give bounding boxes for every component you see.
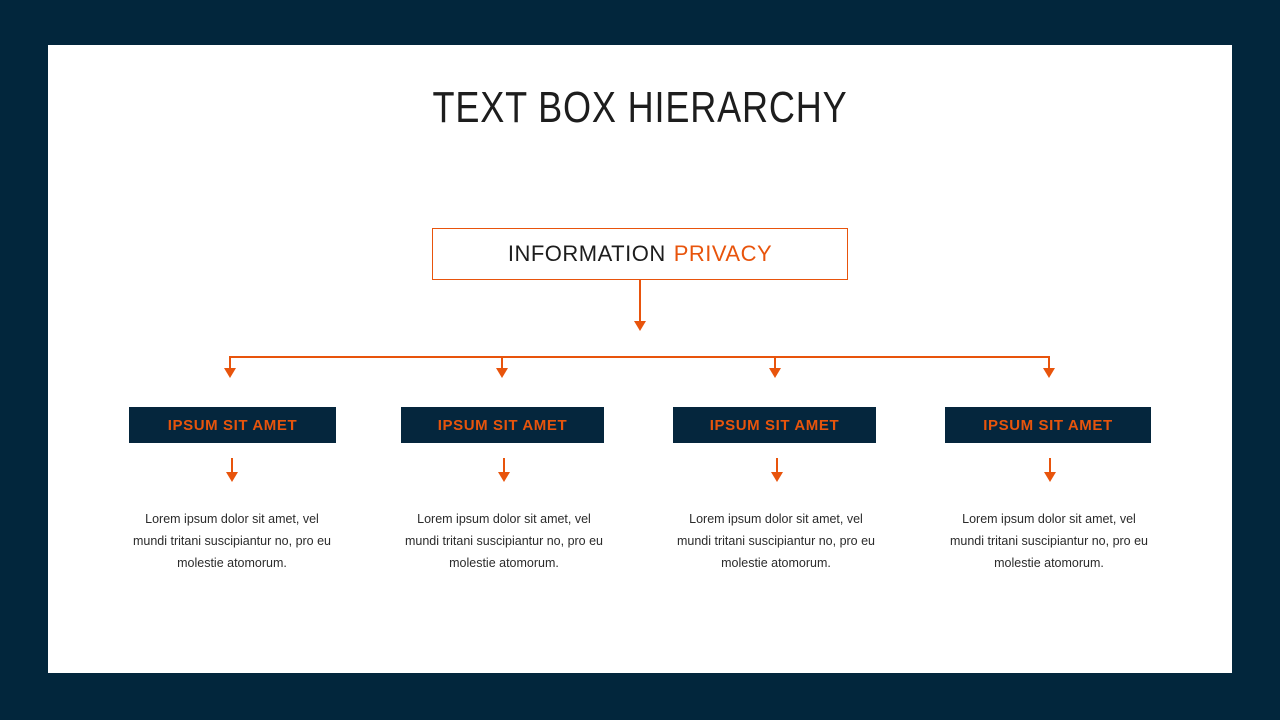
root-node-label-accent: PRIVACY [673, 241, 773, 266]
arrow-down-1-icon [224, 368, 236, 378]
arrow-text-2-icon [498, 472, 510, 482]
child-description-4: Lorem ipsum dolor sit amet, vel mundi tritani suscipiantur no, pro eu molestie atomorum. [949, 512, 1149, 570]
arrow-text-4-icon [1044, 472, 1056, 482]
arrow-text-1-icon [226, 472, 238, 482]
child-node-1-label: IPSUM SIT AMET [167, 416, 298, 434]
arrow-down-3-icon [769, 368, 781, 378]
root-node-label-primary: INFORMATION [507, 241, 666, 266]
child-description-1: Lorem ipsum dolor sit amet, vel mundi tritani suscipiantur no, pro eu molestie atomorum. [132, 512, 332, 570]
child-node-3[interactable] [673, 407, 876, 443]
slide-canvas [48, 45, 1232, 673]
arrow-down-4-icon [1043, 368, 1055, 378]
child-node-3-label: IPSUM SIT AMET [709, 416, 840, 434]
child-node-4[interactable] [945, 407, 1151, 443]
arrow-root-down-icon [634, 321, 646, 331]
child-node-1[interactable] [129, 407, 336, 443]
arrow-down-2-icon [496, 368, 508, 378]
connector-horizontal-bus [229, 356, 1050, 358]
connector-root-stem [639, 280, 641, 325]
child-description-3: Lorem ipsum dolor sit amet, vel mundi tritani suscipiantur no, pro eu molestie atomorum. [676, 512, 876, 570]
arrow-text-3-icon [771, 472, 783, 482]
root-node[interactable] [432, 228, 848, 280]
child-description-2: Lorem ipsum dolor sit amet, vel mundi tritani suscipiantur no, pro eu molestie atomorum. [404, 512, 604, 570]
page-title: TEXT BOX HIERARCHY [432, 83, 848, 132]
child-node-2-label: IPSUM SIT AMET [437, 416, 568, 434]
child-node-4-label: IPSUM SIT AMET [983, 416, 1113, 434]
child-node-2[interactable] [401, 407, 604, 443]
